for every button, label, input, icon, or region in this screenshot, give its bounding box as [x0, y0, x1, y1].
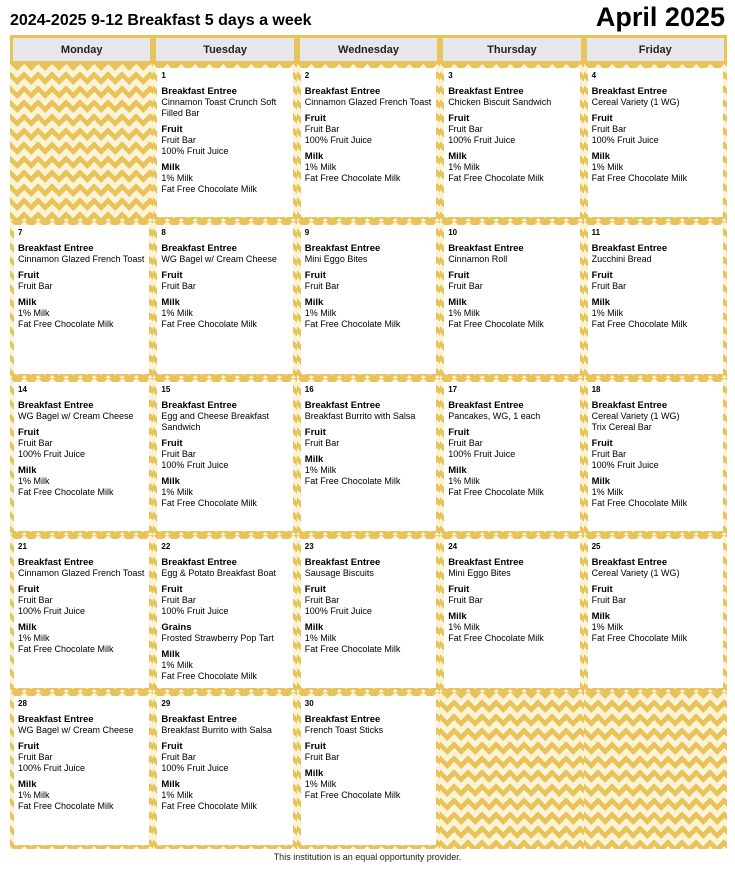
menu-item: Mini Eggo Bites [304, 254, 368, 264]
menu-card [444, 225, 579, 374]
menu-item: Fat Free Chocolate Milk [304, 644, 401, 654]
day-number: 17 [448, 385, 458, 394]
menu-item: Cinnamon Glazed French Toast [18, 568, 145, 578]
menu-item: Trix Cereal Bar [591, 422, 652, 432]
menu-item: Fruit Bar [18, 438, 53, 448]
menu-item: 1% Milk [18, 633, 50, 643]
menu-item: 1% Milk [304, 162, 337, 172]
day-cell [153, 378, 296, 535]
menu-card [444, 68, 579, 217]
day-cell [297, 64, 440, 221]
menu-category-label: Fruit [18, 584, 40, 595]
menu-category-label: Milk [161, 297, 180, 308]
page-title: 2024-2025 9-12 Breakfast 5 days a week [10, 12, 312, 29]
menu-category-label: Milk [591, 297, 611, 308]
menu-item: 1% Milk [161, 660, 193, 670]
menu-item: 1% Milk [18, 790, 50, 800]
menu-item: Fat Free Chocolate Milk [18, 319, 114, 329]
menu-item: Fat Free Chocolate Milk [161, 801, 257, 811]
menu-item: 1% Milk [161, 487, 193, 497]
menu-item: Fat Free Chocolate Milk [591, 633, 688, 643]
menu-item: Fruit Bar [18, 281, 53, 291]
menu-item: WG Bagel w/ Cream Cheese [18, 411, 134, 421]
menu-category-label: Fruit [448, 270, 470, 281]
menu-category-label: Milk [18, 622, 37, 633]
menu-category-label: Fruit [161, 124, 183, 135]
day-number: 7 [18, 228, 23, 237]
menu-card [157, 696, 292, 845]
menu-item: 1% Milk [304, 633, 337, 643]
menu-item: 1% Milk [591, 162, 624, 172]
menu-category-label: Breakfast Entree [304, 400, 381, 411]
menu-category-label: Milk [304, 454, 324, 465]
day-number: 22 [161, 542, 171, 551]
menu-item: Fat Free Chocolate Milk [18, 801, 114, 811]
menu-item: Fruit Bar [161, 595, 196, 605]
menu-category-label: Breakfast Entree [161, 243, 237, 254]
menu-card [588, 539, 723, 688]
menu-card [157, 539, 292, 688]
menu-item: Fruit Bar [591, 124, 627, 134]
menu-item: Fat Free Chocolate Milk [304, 790, 401, 800]
menu-category-label: Fruit [161, 741, 183, 752]
menu-category-label: Fruit [18, 270, 40, 281]
menu-item: Fruit Bar [448, 124, 483, 134]
chevron-pattern [588, 696, 723, 845]
menu-item: Fruit Bar [161, 135, 196, 145]
day-number: 4 [591, 71, 597, 80]
menu-item: 1% Milk [591, 308, 624, 318]
menu-category-label: Breakfast Entree [448, 86, 524, 97]
menu-category-label: Milk [161, 779, 180, 790]
day-cell [584, 378, 727, 535]
empty-day-cell [440, 692, 583, 849]
day-header-tuesday [153, 35, 296, 64]
menu-item: Fat Free Chocolate Milk [304, 476, 401, 486]
menu-item: 100% Fruit Juice [18, 763, 86, 773]
menu-item: 1% Milk [304, 308, 337, 318]
day-cell [297, 378, 440, 535]
menu-item: 1% Milk [161, 308, 193, 318]
menu-item: Frosted Strawberry Pop Tart [161, 633, 274, 643]
menu-item: Breakfast Burrito with Salsa [304, 411, 416, 421]
menu-category-label: Breakfast Entree [591, 243, 668, 254]
menu-category-label: Milk [161, 649, 180, 660]
menu-item: Fruit Bar [304, 595, 340, 605]
menu-item: Cereal Variety (1 WG) [591, 97, 680, 107]
menu-item: 100% Fruit Juice [591, 460, 659, 470]
menu-category-label: Breakfast Entree [18, 243, 94, 254]
menu-item: Fruit Bar [304, 752, 340, 762]
day-cell [10, 378, 153, 535]
day-number: 15 [161, 385, 171, 394]
menu-card [444, 539, 579, 688]
menu-item: Fat Free Chocolate Milk [304, 173, 401, 183]
menu-item: Cereal Variety (1 WG) [591, 568, 680, 578]
day-header-monday [10, 35, 153, 64]
menu-category-label: Breakfast Entree [304, 557, 381, 568]
empty-day-cell [10, 64, 153, 221]
menu-item: Cinnamon Toast Crunch Soft Filled Bar [161, 97, 277, 118]
menu-item: 100% Fruit Juice [161, 146, 229, 156]
menu-item: Fat Free Chocolate Milk [161, 671, 257, 681]
menu-category-label: Breakfast Entree [448, 243, 524, 254]
day-number: 29 [161, 699, 171, 708]
menu-item: Fruit Bar [304, 281, 340, 291]
menu-category-label: Fruit [591, 113, 613, 124]
menu-category-label: Breakfast Entree [304, 243, 381, 254]
page-header [0, 0, 735, 34]
day-number: 16 [304, 385, 314, 394]
menu-item: Fat Free Chocolate Milk [18, 644, 114, 654]
day-cell [584, 535, 727, 692]
menu-category-label: Breakfast Entree [18, 557, 94, 568]
menu-category-label: Milk [18, 779, 37, 790]
menu-category-label: Milk [591, 151, 611, 162]
menu-item: 1% Milk [448, 476, 480, 486]
menu-category-label: Breakfast Entree [448, 557, 524, 568]
day-header-label: Thursday [443, 38, 580, 61]
menu-category-label: Milk [161, 162, 180, 173]
day-header-label: Monday [13, 38, 150, 61]
day-cell [10, 221, 153, 378]
calendar-grid [10, 35, 727, 849]
menu-item: Fat Free Chocolate Milk [591, 173, 688, 183]
menu-category-label: Milk [304, 151, 324, 162]
menu-category-label: Breakfast Entree [161, 714, 237, 725]
menu-item: Cinnamon Glazed French Toast [18, 254, 145, 264]
menu-category-label: Breakfast Entree [161, 400, 237, 411]
day-number: 10 [448, 228, 458, 237]
menu-category-label: Fruit [304, 427, 326, 438]
menu-item: Cinnamon Roll [448, 254, 508, 264]
menu-card [301, 68, 436, 217]
day-number: 3 [448, 71, 453, 80]
day-cell [153, 535, 296, 692]
menu-item: Fat Free Chocolate Milk [161, 184, 257, 194]
day-cell [297, 692, 440, 849]
menu-card [588, 68, 723, 217]
menu-category-label: Breakfast Entree [591, 557, 668, 568]
day-header-wednesday [297, 35, 440, 64]
menu-item: 100% Fruit Juice [161, 763, 229, 773]
menu-item: 1% Milk [304, 465, 337, 475]
menu-item: 100% Fruit Juice [448, 135, 516, 145]
menu-item: Fat Free Chocolate Milk [161, 498, 257, 508]
day-number: 8 [161, 228, 166, 237]
menu-item: 100% Fruit Juice [591, 135, 659, 145]
menu-item: Cinnamon Glazed French Toast [304, 97, 432, 107]
menu-item: Fat Free Chocolate Milk [161, 319, 257, 329]
menu-item: 1% Milk [448, 622, 480, 632]
menu-category-label: Fruit [18, 427, 40, 438]
menu-category-label: Breakfast Entree [591, 86, 668, 97]
menu-category-label: Fruit [161, 438, 183, 449]
day-number: 11 [591, 228, 601, 237]
menu-category-label: Breakfast Entree [304, 714, 381, 725]
menu-item: Fruit Bar [161, 449, 196, 459]
menu-category-label: Milk [591, 611, 611, 622]
menu-category-label: Milk [18, 465, 37, 476]
menu-category-label: Fruit [161, 584, 183, 595]
menu-item: 1% Milk [448, 162, 480, 172]
menu-category-label: Breakfast Entree [161, 557, 237, 568]
menu-card [157, 225, 292, 374]
menu-card [157, 68, 292, 217]
day-header-label: Friday [587, 38, 724, 61]
menu-item: Fat Free Chocolate Milk [18, 487, 114, 497]
menu-item: Breakfast Burrito with Salsa [161, 725, 272, 735]
day-number: 30 [304, 699, 314, 708]
menu-card [444, 382, 579, 531]
menu-category-label: Milk [161, 476, 180, 487]
menu-item: 100% Fruit Juice [304, 135, 372, 145]
menu-item: WG Bagel w/ Cream Cheese [161, 254, 277, 264]
day-number: 21 [18, 542, 27, 551]
day-cell [10, 692, 153, 849]
empty-day-cell [584, 692, 727, 849]
menu-category-label: Fruit [448, 427, 470, 438]
menu-item: 100% Fruit Juice [161, 460, 229, 470]
menu-item: Fat Free Chocolate Milk [448, 173, 544, 183]
day-cell [584, 64, 727, 221]
day-number: 2 [304, 71, 310, 80]
menu-item: 1% Milk [161, 790, 193, 800]
menu-category-label: Breakfast Entree [304, 86, 381, 97]
menu-category-label: Fruit [304, 584, 326, 595]
menu-item: Zucchini Bread [591, 254, 652, 264]
menu-item: 1% Milk [304, 779, 337, 789]
day-number: 23 [304, 542, 314, 551]
menu-category-label: Fruit [161, 270, 183, 281]
menu-card [301, 696, 436, 845]
menu-card [301, 225, 436, 374]
menu-category-label: Milk [448, 297, 467, 308]
menu-card [14, 225, 149, 374]
menu-item: Egg and Cheese Breakfast Sandwich [161, 411, 269, 432]
menu-card [588, 382, 723, 531]
day-cell [440, 221, 583, 378]
menu-item: Fruit Bar [18, 595, 53, 605]
menu-item: 1% Milk [161, 173, 193, 183]
menu-category-label: Fruit [18, 741, 40, 752]
menu-category-label: Breakfast Entree [18, 714, 94, 725]
menu-item: Fruit Bar [304, 438, 340, 448]
menu-item: Fruit Bar [161, 752, 196, 762]
chevron-pattern [14, 68, 149, 217]
menu-item: Fat Free Chocolate Milk [591, 319, 688, 329]
menu-category-label: Fruit [591, 270, 613, 281]
menu-card [14, 539, 149, 688]
menu-category-label: Milk [591, 476, 611, 487]
menu-item: Fruit Bar [448, 281, 483, 291]
day-cell [153, 64, 296, 221]
menu-item: Fat Free Chocolate Milk [591, 498, 688, 508]
menu-card [301, 382, 436, 531]
menu-category-label: Milk [18, 297, 37, 308]
menu-card [14, 382, 149, 531]
menu-item: Egg & Potato Breakfast Boat [161, 568, 276, 578]
day-cell [440, 64, 583, 221]
menu-item: Fruit Bar [591, 449, 627, 459]
menu-card [301, 539, 436, 688]
menu-item: 1% Milk [18, 476, 50, 486]
menu-category-label: Fruit [304, 741, 326, 752]
day-header-thursday [440, 35, 583, 64]
menu-item: Cereal Variety (1 WG) [591, 411, 680, 421]
menu-item: French Toast Sticks [304, 725, 384, 735]
chevron-pattern [444, 696, 579, 845]
menu-category-label: Milk [448, 465, 467, 476]
menu-category-label: Fruit [448, 584, 470, 595]
day-cell [153, 692, 296, 849]
menu-item: 1% Milk [591, 487, 624, 497]
menu-item: 1% Milk [448, 308, 480, 318]
menu-item: 100% Fruit Juice [304, 606, 372, 616]
menu-item: Fruit Bar [591, 595, 627, 605]
menu-category-label: Breakfast Entree [161, 86, 237, 97]
menu-item: Fruit Bar [448, 595, 483, 605]
menu-item: Fat Free Chocolate Milk [448, 633, 544, 643]
menu-item: 100% Fruit Juice [18, 606, 86, 616]
menu-item: Fruit Bar [591, 281, 627, 291]
menu-item: 100% Fruit Juice [18, 449, 86, 459]
day-number: 24 [448, 542, 458, 551]
menu-item: Fruit Bar [448, 438, 483, 448]
menu-item: Sausage Biscuits [304, 568, 374, 578]
menu-card [157, 382, 292, 531]
day-cell [10, 535, 153, 692]
day-cell [584, 221, 727, 378]
day-number: 1 [161, 71, 166, 80]
day-number: 18 [591, 385, 601, 394]
menu-item: 1% Milk [18, 308, 50, 318]
month-title: April 2025 [595, 2, 725, 32]
day-cell [440, 535, 583, 692]
menu-item: 100% Fruit Juice [448, 449, 516, 459]
menu-category-label: Fruit [304, 113, 326, 124]
menu-category-label: Breakfast Entree [591, 400, 668, 411]
day-cell [297, 221, 440, 378]
day-cell [297, 535, 440, 692]
menu-item: Fruit Bar [161, 281, 196, 291]
day-number: 28 [18, 699, 27, 708]
menu-item: WG Bagel w/ Cream Cheese [18, 725, 134, 735]
menu-item: Mini Eggo Bites [448, 568, 511, 578]
menu-category-label: Fruit [591, 438, 613, 449]
day-number: 14 [18, 385, 27, 394]
menu-category-label: Grains [161, 622, 192, 633]
menu-item: Fruit Bar [18, 752, 53, 762]
menu-category-label: Milk [448, 611, 467, 622]
day-number: 9 [304, 228, 310, 237]
day-cell [440, 378, 583, 535]
day-cell [153, 221, 296, 378]
menu-card [14, 696, 149, 845]
menu-category-label: Milk [304, 622, 324, 633]
day-number: 25 [591, 542, 601, 551]
menu-category-label: Milk [448, 151, 467, 162]
menu-item: 100% Fruit Juice [161, 606, 229, 616]
menu-category-label: Breakfast Entree [448, 400, 524, 411]
menu-category-label: Milk [304, 297, 324, 308]
menu-card [588, 225, 723, 374]
footer-note: This institution is an equal opportunity provider. [273, 852, 462, 862]
menu-item: 1% Milk [591, 622, 624, 632]
day-header-friday [584, 35, 727, 64]
day-header-label: Wednesday [300, 38, 437, 61]
menu-item: Fat Free Chocolate Milk [448, 487, 544, 497]
menu-category-label: Fruit [304, 270, 326, 281]
menu-category-label: Breakfast Entree [18, 400, 94, 411]
menu-category-label: Fruit [591, 584, 613, 595]
menu-item: Fat Free Chocolate Milk [448, 319, 544, 329]
day-header-label: Tuesday [156, 38, 293, 61]
menu-item: Pancakes, WG, 1 each [448, 411, 541, 421]
menu-item: Fat Free Chocolate Milk [304, 319, 401, 329]
menu-category-label: Milk [304, 768, 324, 779]
menu-category-label: Fruit [448, 113, 470, 124]
menu-item: Chicken Biscuit Sandwich [448, 97, 552, 107]
menu-item: Fruit Bar [304, 124, 340, 134]
